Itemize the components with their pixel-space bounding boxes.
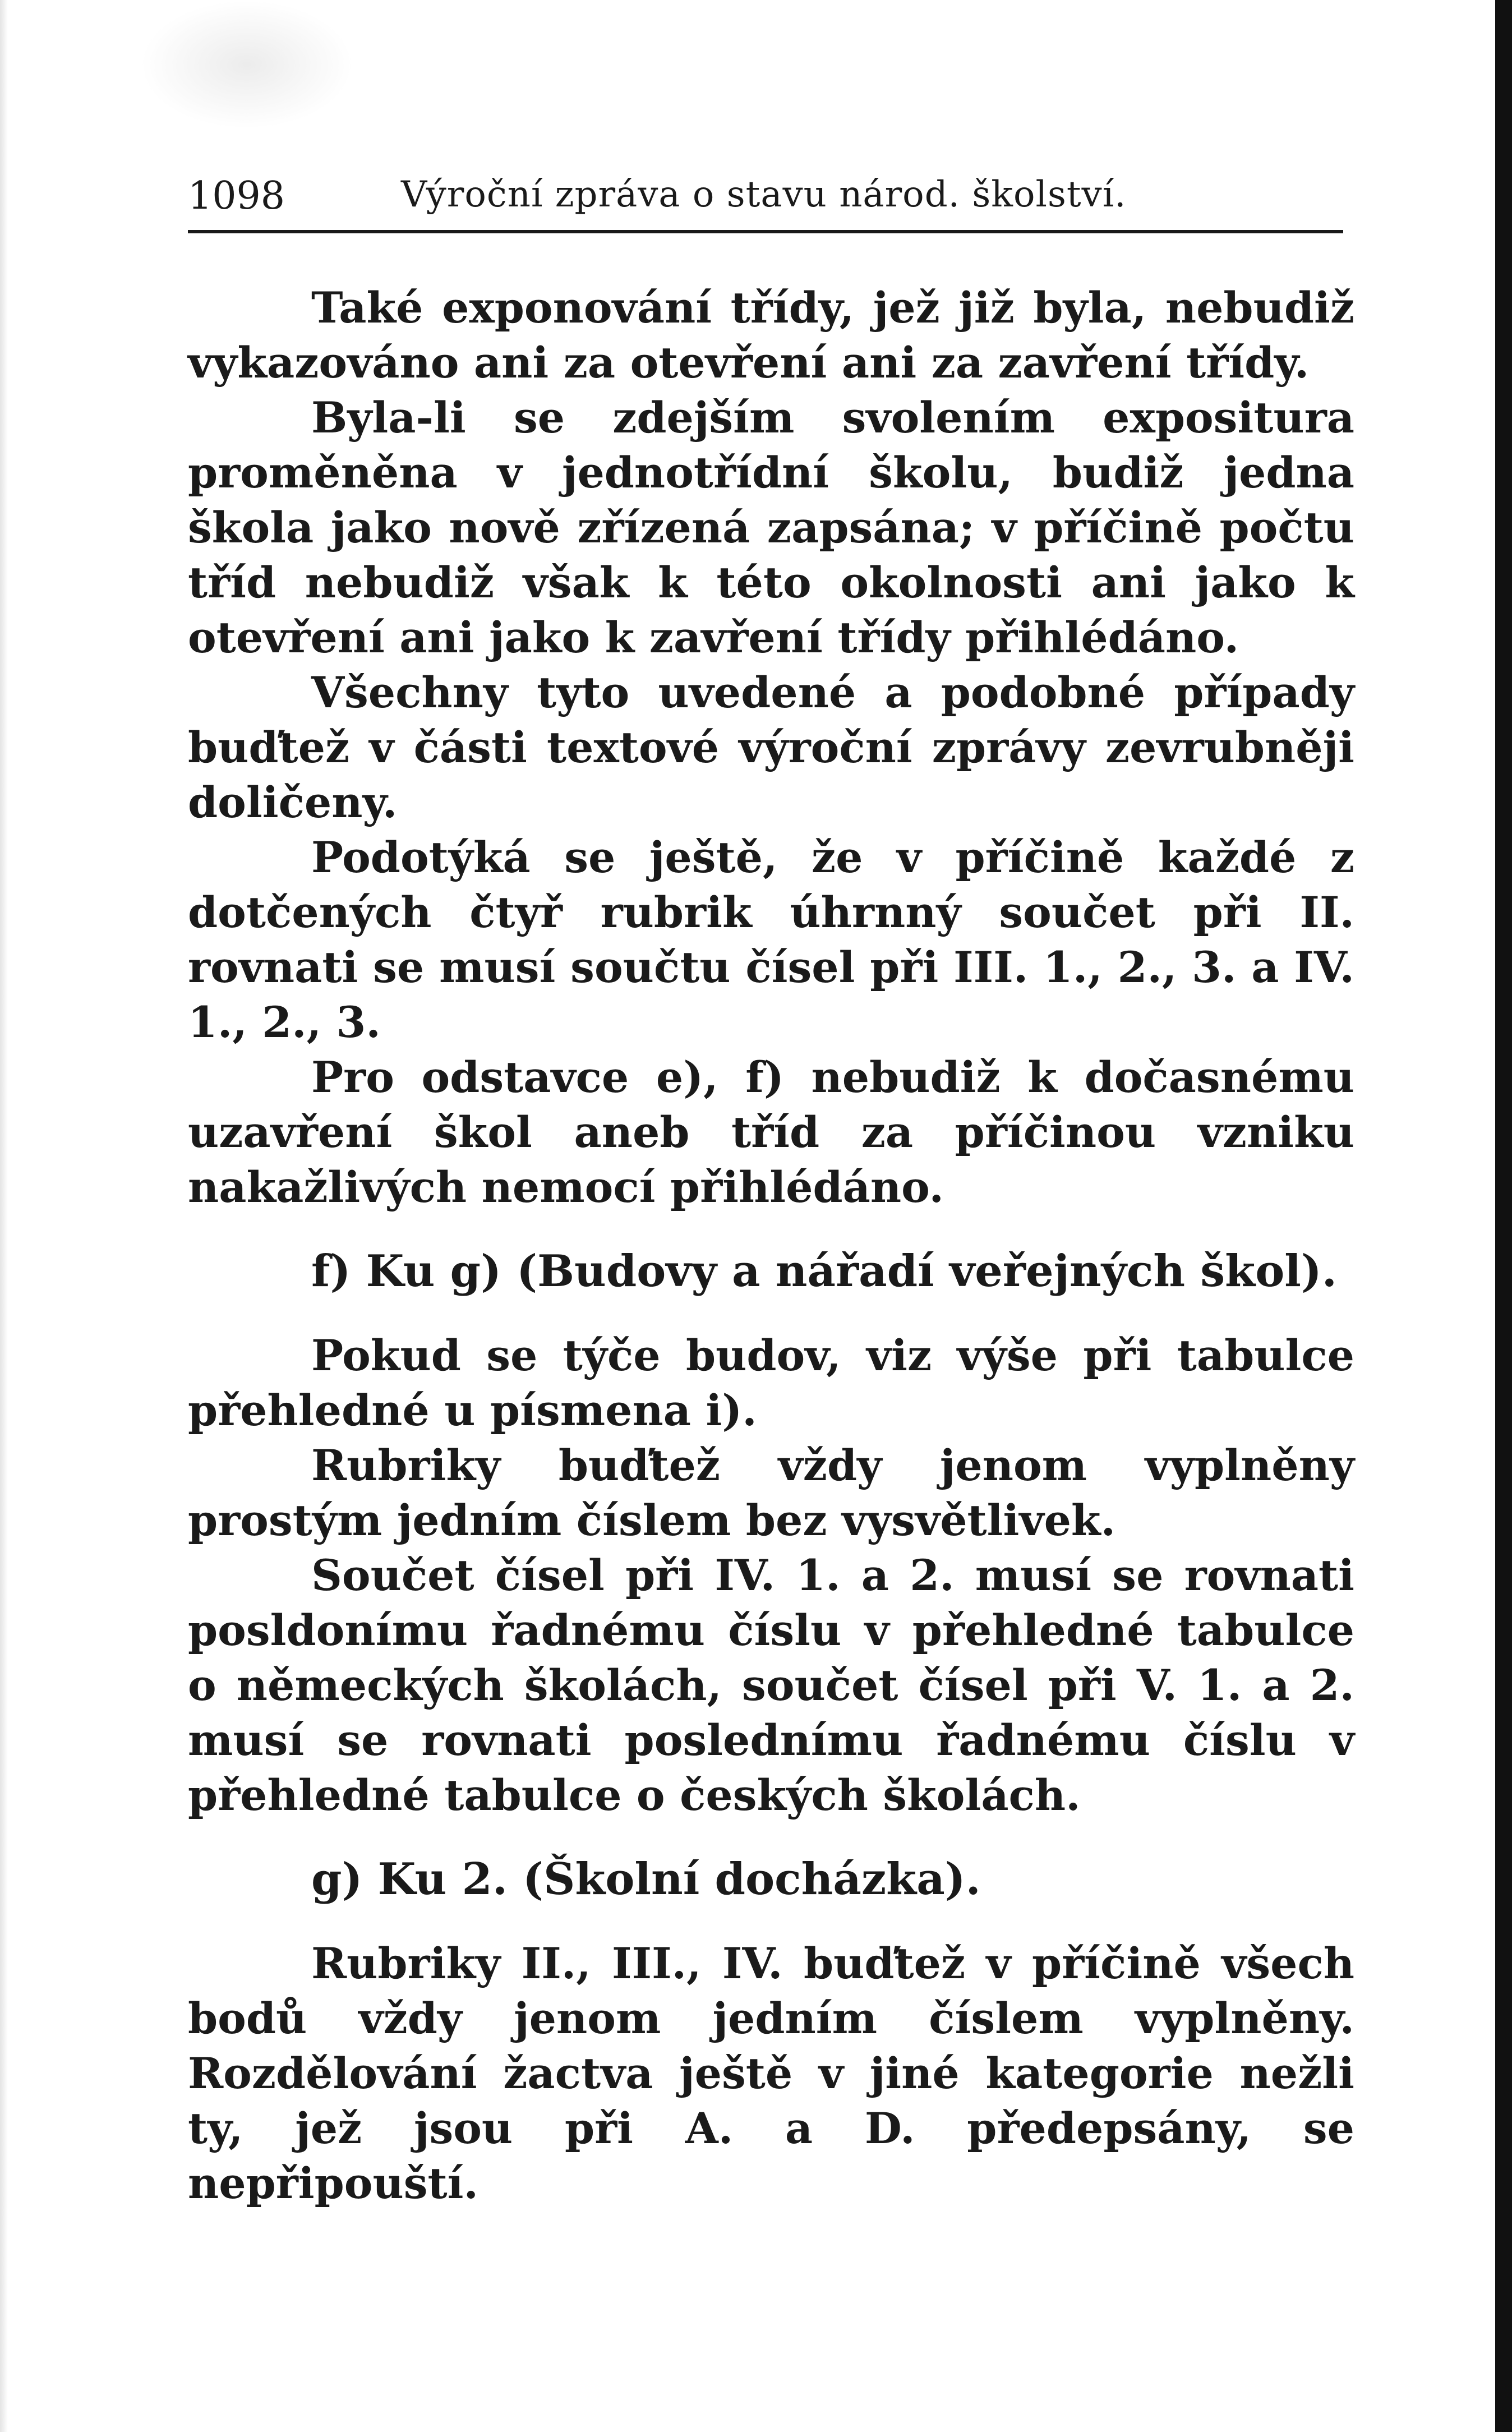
header-rule [188, 230, 1343, 233]
paragraph-exponovani: Také exponování třídy, jež již byla, nebudiž vykazováno ani za otevření ani za zavření třídy. [188, 283, 1354, 388]
section-f-paragraph-budovy: Pokud se týče budov, viz výše při tabulce přehledné u písmena i). [188, 1330, 1354, 1435]
section-f-paragraph-rubriky: Rubriky buďtež vždy jenom vyplněny prostým jedním číslem bez vysvětlivek. [188, 1440, 1354, 1545]
section-g-heading: g) Ku 2. (Školní docházka). [311, 1854, 981, 1905]
paragraph-odstavce: Pro odstavce e), f) nebudiž k dočasnému uzavření škol aneb tříd za příčinou vzniku nakažlivých nemocí přihlédáno. [188, 1052, 1354, 1212]
section-f-heading: f) Ku g) (Budovy a nářadí veřejných škol). [311, 1246, 1337, 1297]
page-number: 1098 [188, 174, 285, 218]
section-g-paragraph-rubriky: Rubriky II., III., IV. buďtež v příčině všech bodů vždy jenom jedním číslem vyplněny. Rozdělování žactva ještě v jiné kategorie nežli ty, jež jsou při A. a D. předepsány, se nepřipouští. [188, 1938, 1354, 2208]
paragraph-expositura: Byla-li se zdejším svolením expositura proměněna v jednotřídní školu, budiž jedna škola jako nově zřízená zapsána; v příčině počtu tříd nebudiž však k této okolnosti ani jako k otevření ani jako k zavření třídy přihlédáno. [188, 393, 1354, 662]
page-header [188, 163, 1343, 224]
paragraph-vsechny-pripady: Všechny tyto uvedené a podobné případy buďtež v části textové výroční zprávy zevrubněji doličeny. [188, 667, 1354, 827]
section-f-paragraph-soucet: Součet čísel při IV. 1. a 2. musí se rovnati posldonímu řadnému číslu v přehledné tabulce o německých školách, součet čísel při V. 1. a 2. musí se rovnati poslednímu řadnému číslu v přehledné tabulce o českých školách. [188, 1550, 1354, 1820]
scan-right-edge [1495, 0, 1512, 2432]
page-body [188, 280, 1354, 2211]
running-title: Výroční zpráva o stavu národ. školství. [401, 174, 1127, 215]
scan-left-shadow [0, 0, 8, 2432]
scan-smudge [140, 0, 353, 129]
paragraph-podotyka: Podotýká se ještě, že v příčině každé z dotčených čtyř rubrik úhrnný součet při II. rovnati se musí součtu čísel při III. 1., 2., 3. a IV. 1., 2., 3. [188, 832, 1354, 1047]
